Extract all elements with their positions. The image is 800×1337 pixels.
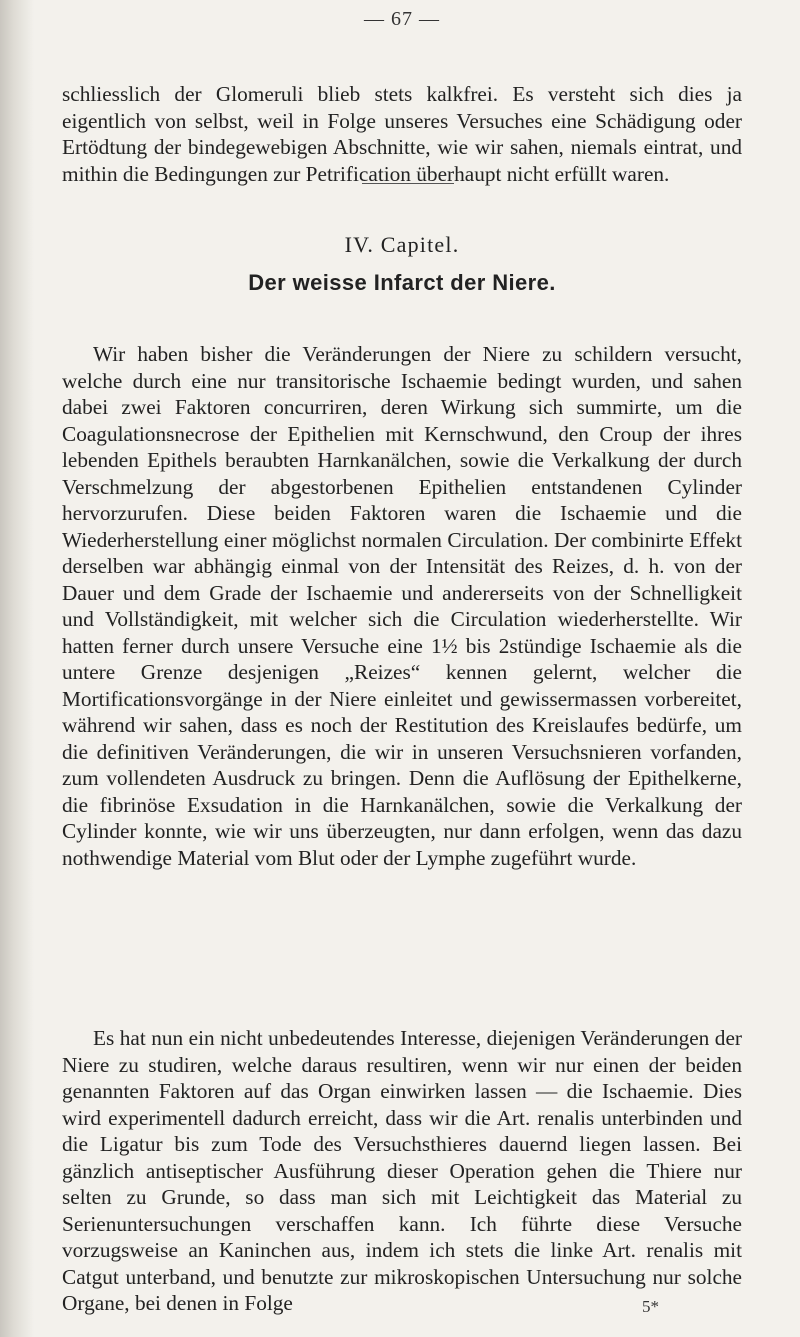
signature-mark: 5* <box>642 1297 659 1316</box>
page-number: — 67 — <box>364 8 440 30</box>
chapter-label: IV. Capitel. <box>344 232 460 257</box>
paragraph-second: Es hat nun ein nicht unbedeutendes Interesse, diejenigen Veränderungen der Niere zu studiren, welche daraus resultiren, wenn wir nur einen der beiden genannten Faktoren auf das Organ einwirken lassen — die Ischaemie. Dies wird experimentell dadurch erreicht, dass wir die Art. renalis unterbinden und die Ligatur bis zum Tode des Versuchsthieres dauernd liegen lassen. Bei gänzlich antiseptischer Ausführung dieser Operation gehen die Thiere nur selten zu Grunde, so dass man sich mit Leichtigkeit das Material zu Serienuntersuchungen verschaffen kann. Ich führte diese Versuche vorzugsweise an Kaninchen aus, indem ich stets die linke Art. renalis mit Catgut unterband, und benutzte zur mikroskopischen Untersuchung nur solche Organe, bei denen in Folge <box>62 1026 742 1316</box>
section-divider <box>362 183 454 184</box>
paragraph-continuation: schliesslich der Glomeruli blieb stets kalkfrei. Es versteht sich dies ja eigentlich von selbst, weil in Folge unseres Versuches eine Schädigung oder Ertödtung der bindegewebigen Abschnitte, wie wir sahen, niemals eintrat, und mithin die Bedingungen zur Petrification überhaupt nicht erfüllt waren. <box>62 82 742 186</box>
chapter-title: Der weisse Infarct der Niere. <box>248 270 556 295</box>
paragraph-main: Wir haben bisher die Veränderungen der Niere zu schildern versucht, welche durch eine nur transitorische Ischaemie bedingt wurden, und sahen dabei zwei Faktoren concurriren, deren Wirkung sich summirte, um die Coagulationsnecrose der Epithelien mit Kernschwund, den Croup der ihres lebenden Epithels beraubten Harnkanälchen, sowie die Verkalkung der durch Verschmelzung der abgestorbenen Epithelien entstandenen Cylinder hervorzurufen. Diese beiden Faktoren waren die Ischaemie und die Wiederherstellung einer möglichst normalen Circulation. Der combinirte Effekt derselben war abhängig einmal von der Intensität des Reizes, d. h. von der Dauer und dem Grade der Ischaemie und andererseits von der Schnelligkeit und Vollständigkeit, mit welcher sich die Circulation wiederherstellte. Wir hatten ferner durch unsere Versuche eine 1½ bis 2stündige Ischaemie als die untere Grenze desjenigen „Reizes“ kennen gelernt, welcher die Mortificationsvorgänge in der Niere einleitet und gewissermassen vorbereitet, während wir sahen, dass es noch der Restitution des Kreislaufes bedürfe, um die definitiven Veränderungen, die wir in unseren Versuchsnieren vorfanden, zum vollendeten Ausdruck zu bringen. Denn die Auflösung der Epithelkerne, die fibrinöse Exsudation in die Harnkanälchen, sowie die Verkalkung der Cylinder konnte, wie wir uns überzeugten, nur dann erfolgen, wenn das dazu nothwendige Material vom Blut oder der Lymphe zugeführt wurde. <box>62 342 742 870</box>
page-gutter-shadow <box>0 0 34 1337</box>
